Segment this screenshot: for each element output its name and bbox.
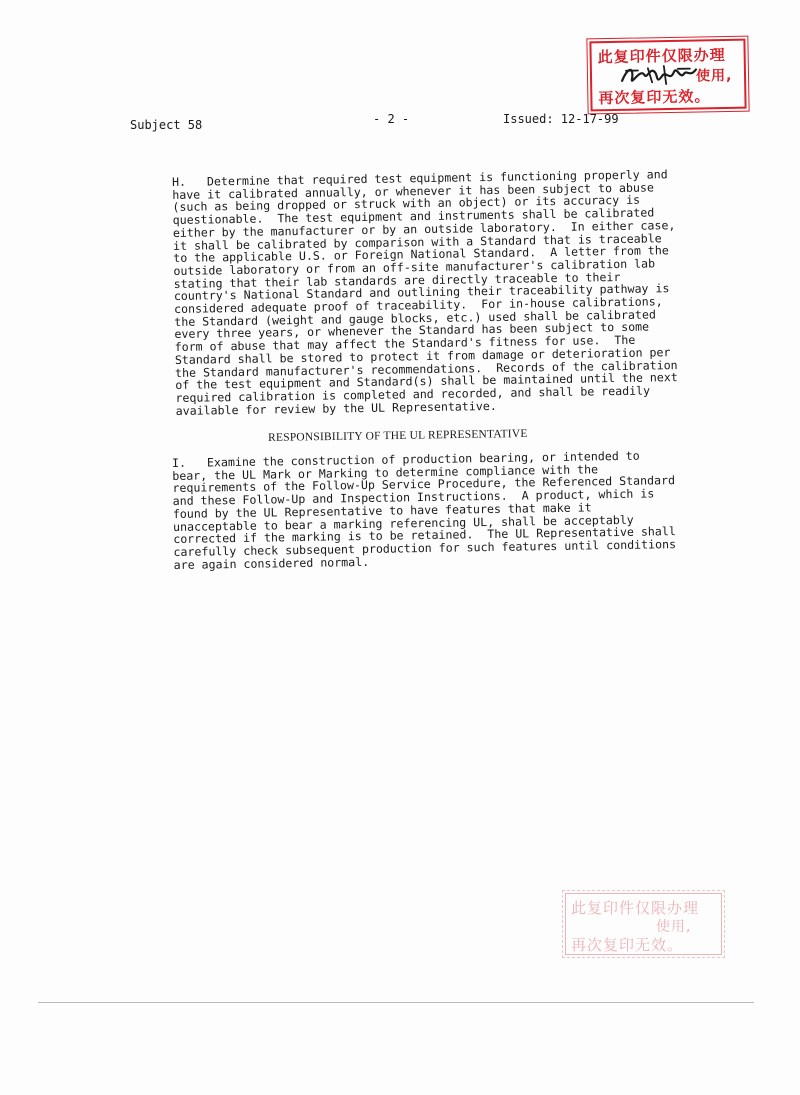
stamp-line-1: 此复印件仅限办理 (597, 45, 726, 67)
faded-stamp-impression (565, 893, 722, 955)
header-subject: Subject 58 (130, 118, 203, 132)
paragraph-i: I. Examine the construction of production bearing, or intended to bear, the UL Mark or Marking to determine compliance with the requirements of the Follow-Up Service Procedure, the Referenced Standard and these Follow-Up and Inspection Instructions. A product, which is found by the UL Representative to have features that make it unacceptable to bear a marking referencing UL, shall be acceptably corrected if the marking is to be retained. The UL Representative shall carefully check subsequent production for such features until conditions are again considered normal. (171, 448, 677, 572)
header-page-number: - 2 - (373, 112, 410, 126)
paragraph-h: H. Determine that required test equipment is functioning properly and have it calibrated annually, or whenever it has been subject to abuse (such as being dropped or struck with an object) or its accuracy is questionable. The test equipment and instruments shall be calibrated either by the manufacturer or by an outside laboratory. In either case, it shall be calibrated by comparison with a Standard that is traceable to the applicable U.S. or Foreign National Standard. A letter from the outside laboratory or from an off-site manufacturer's calibration lab stating that their lab standards are directly traceable to their country's National Standard and outlining their traceability pathway is considered adequate proof of traceability. For in-house calibrations, the Standard (weight and gauge blocks, etc.) used shall be calibrated every three years, or whenever the Standard has been subject to some form of abuse that may affect the Standard's fitness for use. The Standard shall be stored to protect it from damage or deterioration per the Standard manufacturer's recommendations. Records of the calibration of the test equipment and Standard(s) shall be maintained until the next required calibration is completed and recorded, and shall be readily available for review by the UL Representative. (171, 167, 678, 418)
header-issued-date: Issued: 12-17-99 (503, 112, 619, 126)
section-heading: RESPONSIBILITY OF THE UL REPRESENTATIVE (268, 427, 528, 444)
faded-stamp-line-1: 此复印件仅限办理 (571, 899, 700, 917)
faded-stamp-line-3: 再次复印无效。 (571, 936, 684, 954)
stamp-line-2: 使用, (695, 67, 733, 85)
bottom-divider (38, 1002, 754, 1003)
stamp-line-3: 再次复印无效。 (598, 87, 711, 108)
faded-stamp-line-2: 使用, (656, 919, 692, 935)
handwritten-signature-icon (620, 59, 698, 88)
red-certification-stamp (589, 39, 746, 112)
